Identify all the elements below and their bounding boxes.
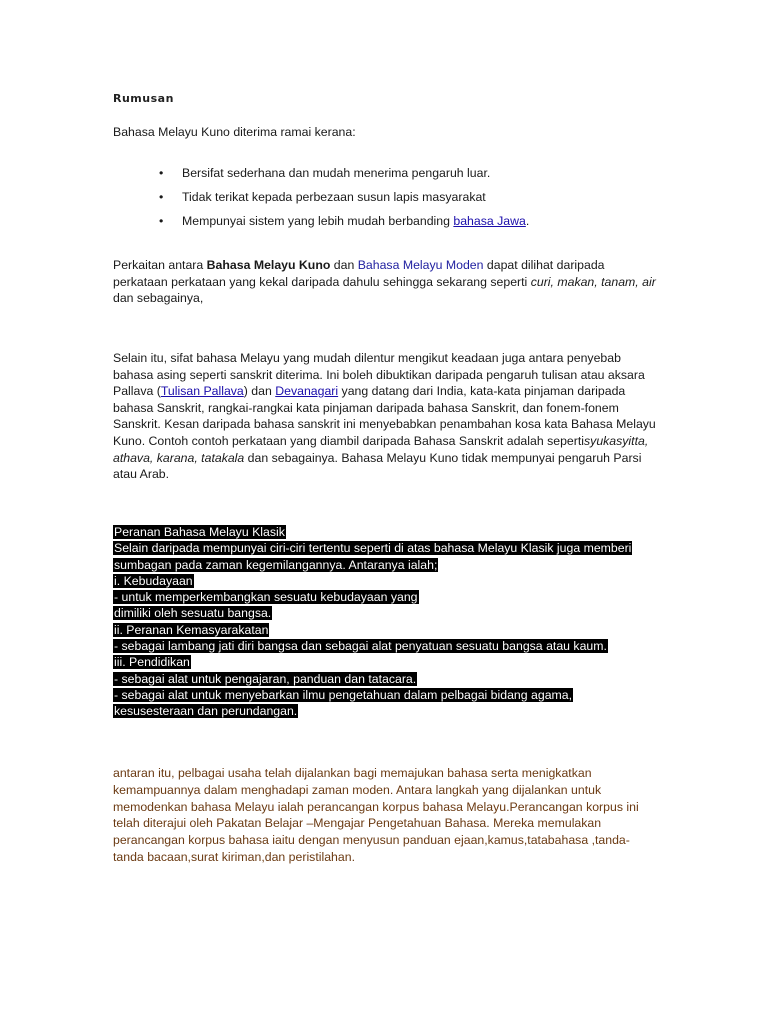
list-item [113, 189, 658, 213]
italic-examples: syukasyitta, athava, karana, tatakala [113, 433, 649, 465]
highlight-text: Peranan Bahasa Melayu Klasik [114, 525, 285, 539]
list-item [113, 213, 658, 237]
highlight-text: iii. Pendidikan [114, 655, 190, 670]
bullet-icon: • [159, 214, 164, 228]
highlight-text: Selain daripada mempunyai ciri-ciri tertentu seperti di atas bahasa Melayu Klasik juga memberi [114, 541, 632, 556]
text-run: dapat dilihat daripada perkataan perkataan yang kekal daripada dahulu sehingga sekarang seperti [113, 258, 605, 289]
highlight-text: - sebagai alat untuk menyebarkan ilmu pengetahuan dalam pelbagai bidang agama, [114, 687, 573, 702]
highlight-line [113, 638, 632, 654]
modernization-paragraph: antaran itu, pelbagai usaha telah dijalankan bagi memajukan bahasa serta menigkatkan kemampuannya dalam menghadapi zaman moden. Antara langkah yang dijalankan untuk memodenkan bahasa Melayu ialah perancangan korpus bahasa Melayu.Perancangan korpus ini telah diterajui oleh Pakatan Belajar –Mengajar Pengetahuan Bahasa. Mereka memulakan perancangan korpus bahasa iaitu dengan menyusun panduan ejaan,kamus,tatabahasa ,tanda-tanda bacaan,surat kiriman,dan peristilahan. [113, 766, 639, 864]
highlight-text: dimiliki oleh sesuatu bangsa. [114, 606, 272, 621]
sanskrit-paragraph [113, 350, 658, 483]
text-run: Perkaitan antara [113, 258, 207, 272]
text-run: yang datang dari India, kata-kata pinjaman daripada bahasa Sanskrit, rangkai-rangkai kata pinjaman daripada bahasa Sanskrit, dan fonem-fonem Sanskrit. Kesan daripada bahasa sanskrit ini menyebabkan penambahan kosa kata Bahasa Melayu Kuno. Contoh contoh perkataan yang diambil daripada Bahasa Sanskrit adalah seperti [113, 384, 656, 448]
highlight-line [113, 605, 632, 621]
highlight-line [113, 589, 632, 605]
bullet-icon: • [159, 190, 164, 204]
bullet-text: Tidak terikat kepada perbezaan susun lapis masyarakat [182, 190, 486, 204]
highlighted-section [113, 524, 632, 720]
highlight-text: - untuk memperkembangkan sesuatu kebudayaan yang [114, 590, 418, 605]
bullet-icon: • [159, 166, 164, 180]
devanagari-link[interactable]: Devanagari [275, 384, 339, 399]
highlight-text: - sebagai alat untuk pengajaran, panduan dan tatacara. [114, 671, 417, 686]
bold-term: Bahasa Melayu Kuno [206, 258, 331, 272]
tulisan-pallava-link[interactable]: Tulisan Pallava [160, 384, 244, 399]
highlight-text: i. Kebudayaan [114, 573, 193, 588]
italic-examples: curi, makan, tanam, air [530, 274, 656, 289]
text-run: dan sebagainya, [113, 291, 204, 306]
list-item [113, 165, 658, 189]
highlight-text: ii. Peranan Kemasyarakatan [114, 622, 269, 637]
highlight-line [113, 703, 632, 719]
bullet-end: . [525, 214, 530, 228]
highlight-text: - sebagai lambang jati diri bangsa dan sebagai alat penyatuan sesuatu bangsa atau kaum. [114, 639, 607, 654]
blue-term: Bahasa Melayu Moden [357, 258, 484, 272]
highlight-text: kesusesteraan dan perundangan. [114, 704, 298, 719]
section-heading: Rumusan [113, 92, 174, 105]
highlight-line [113, 687, 632, 703]
text-run: dan [330, 258, 358, 272]
highlight-line [113, 573, 632, 589]
highlight-line [113, 654, 632, 670]
highlight-line [113, 671, 632, 687]
highlight-line [113, 524, 632, 540]
highlight-line [113, 622, 632, 638]
intro-paragraph: Bahasa Melayu Kuno diterima ramai kerana: [113, 125, 356, 139]
text-run: Selain itu, sifat bahasa Melayu yang mudah dilentur mengikut keadaan juga antara penyebab bahasa asing seperti sanskrit diterima. Ini boleh dibuktikan daripada pengaruh tulisan atau aksara Pallava ( [113, 351, 645, 399]
bullet-text: Mempunyai sistem yang lebih mudah berbanding [182, 214, 454, 228]
text-run: ) dan [243, 384, 276, 399]
bahasa-jawa-link[interactable]: bahasa Jawa [453, 214, 526, 228]
bullet-text: Bersifat sederhana dan mudah menerima pengaruh luar. [182, 166, 491, 180]
text-run: dan sebagainya. Bahasa Melayu Kuno tidak mempunyai pengaruh Parsi atau Arab. [113, 450, 642, 482]
highlight-line [113, 540, 632, 556]
highlight-line [113, 557, 632, 573]
highlight-text: sumbagan pada zaman kegemilangannya. Antaranya ialah; [114, 557, 438, 572]
relation-paragraph [113, 257, 658, 307]
bullet-list [113, 165, 658, 237]
